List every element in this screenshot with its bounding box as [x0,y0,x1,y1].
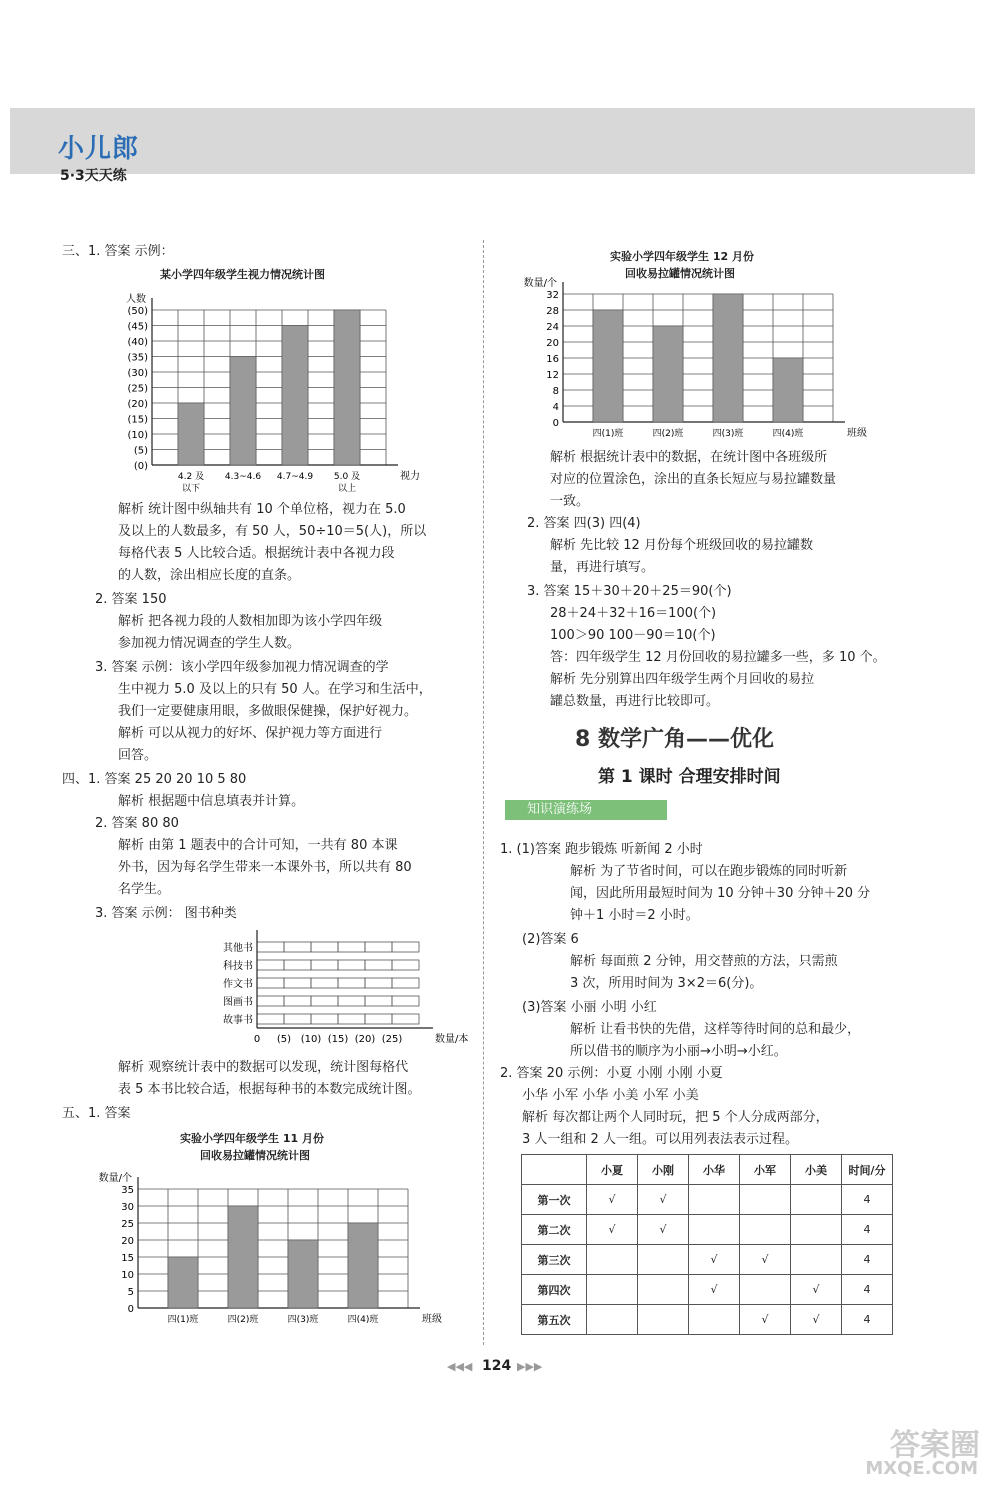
table-cell [740,1215,791,1245]
table-row [522,1275,893,1305]
x-tick: 四(4)班 [347,1315,379,1325]
grid-cell [311,996,338,1006]
l13: 四、1. 答案 25 20 20 10 5 80 [62,772,247,787]
table-cell [689,1185,740,1215]
l1: 解析 统计图中纵轴共有 10 个单位格，视力在 5.0 [118,502,406,517]
r5: 解析 先比较 12 月份每个班级回收的易拉罐数 [550,538,813,553]
y-tick: (50) [127,306,148,317]
table-cell: 4 [842,1245,893,1275]
grid-cell [338,1014,365,1024]
table-cell [689,1305,740,1335]
q6: 解析 每面煎 2 分钟，用交替煎的方法，只需煎 [570,954,838,969]
grid-cell [284,942,311,952]
column-divider [483,240,484,1345]
y-tick: 16 [546,354,559,365]
table-cell [638,1275,689,1305]
l4: 的人数，涂出相应长度的直条。 [118,568,301,583]
next-arrows-icon: ▶▶▶ [517,1360,543,1373]
x-tick: 四(2)班 [227,1315,259,1325]
x-tick: 5.0 及 [333,472,361,482]
l21: 表 5 本书比较合适，根据每种书的本数完成统计图。 [118,1082,421,1097]
grid-cell [311,1014,338,1024]
brand-logo: 小儿郎 [58,134,140,164]
x-tick-2: 以上 [337,484,357,494]
grid-cell [365,996,392,1006]
x-tick: (20) [354,1034,376,1045]
y-tick: 20 [546,338,559,349]
r1: 解析 根据统计表中的数据，在统计图中各班级所 [550,450,828,465]
chart1-vision [110,280,430,495]
table-header-cell: 小刚 [638,1155,689,1185]
grid-cell [365,942,392,952]
schedule-table [521,1154,893,1335]
y-tick: 0 [127,1304,134,1315]
y-tick: 24 [546,322,559,333]
table-header-cell [522,1155,587,1185]
y-tick: 8 [552,386,559,397]
y-tick: 20 [121,1236,134,1247]
chart3-nov [98,1160,442,1335]
x-tick: 四(3)班 [287,1315,319,1325]
r10: 答：四年级学生 12 月份回收的易拉罐多一些，多 10 个。 [550,650,886,665]
x-label: 班级 [422,1314,442,1325]
table-cell: √ [689,1245,740,1275]
y-tick: (10) [127,430,148,441]
r6: 量，再进行填写。 [550,560,655,575]
grid-cell [392,996,419,1006]
y-tick: (25) [127,383,148,395]
bar-1 [653,326,683,422]
lesson-title: 第 1 课时 合理安排时间 [598,767,781,787]
table-cell: √ [587,1215,638,1245]
y-tick: 0 [552,418,559,429]
chart3-title2: 回收易拉罐情况统计图 [200,1149,310,1162]
prev-arrows-icon: ◀◀◀ [447,1360,473,1373]
r8: 28＋24＋32＋16＝100(个) [550,606,717,621]
y-tick: (5) [133,445,148,457]
table-cell: 第二次 [522,1215,587,1245]
q2: 解析 为了节省时间，可以在跑步锻炼的同时听新 [570,864,848,879]
grid-cell [311,942,338,952]
table-cell: √ [791,1305,842,1335]
q5: (2)答案 6 [522,932,579,947]
bar-2 [288,1240,318,1308]
y-tick: 12 [546,370,559,381]
r11: 解析 先分别算出四年级学生两个月回收的易拉 [550,672,815,687]
l16: 解析 由第 1 题表中的合计可知，一共有 80 本课 [118,838,398,853]
chart3-title1: 实验小学四年级学生 11 月份 [180,1132,324,1145]
table-cell: √ [587,1185,638,1215]
page-number: 124 [482,1358,512,1374]
x-tick: 4.7~4.9 [276,472,314,482]
y-tick: 10 [121,1270,134,1281]
table-cell [791,1185,842,1215]
y-label: 人数 [126,294,146,305]
chart4-dec [523,272,875,444]
y-tick: 图画书 [223,997,253,1008]
grid-cell [392,978,419,988]
grid-cell [311,978,338,988]
grid-cell [392,942,419,952]
table-cell [638,1305,689,1335]
y-tick: 作文书 [223,979,253,990]
x-tick: (10) [300,1034,322,1045]
x-tick: 4.3~4.6 [224,472,262,482]
l17: 外书，因为每名学生带来一本课外书，所以共有 80 [118,860,412,875]
table-cell [587,1305,638,1335]
l18: 名学生。 [118,882,171,897]
y-label: 数量/个 [523,278,557,289]
table-cell: 4 [842,1185,893,1215]
q9: 解析 让看书快的先借，这样等待时间的总和最少， [570,1022,861,1037]
r9: 100＞90 100－90＝10(个) [550,628,716,643]
watermark: 答案圈 [890,1428,980,1463]
grid-cell [338,978,365,988]
grid-cell [392,1014,419,1024]
l8: 3. 答案 示例：该小学四年级参加视力情况调查的学 [95,660,389,675]
x-label: 视力 [400,471,420,482]
x-tick: (5) [276,1034,292,1045]
grid-cell [338,960,365,970]
table-cell: √ [638,1185,689,1215]
bar-1 [228,1206,258,1308]
y-tick: 其他书 [223,943,253,954]
grid-cell [365,1014,392,1024]
table-row [522,1305,893,1335]
l11: 解析 可以从视力的好坏、保护视力等方面进行 [118,726,383,741]
chart4-title1: 实验小学四年级学生 12 月份 [610,250,754,263]
y-tick: 15 [121,1253,134,1264]
chart4-title2: 回收易拉罐情况统计图 [625,267,735,280]
table-header-cell: 时间/分 [842,1155,893,1185]
grid-cell [284,960,311,970]
grid-cell [257,978,284,988]
table-cell: √ [638,1215,689,1245]
l9: 生中视力 5.0 及以上的只有 50 人。在学习和生活中， [118,682,432,697]
x-tick-2: 以下 [181,484,201,494]
practice-banner: 知识演练场 [505,800,667,820]
bar-0 [593,310,623,422]
l10: 我们一定要健康用眼，多做眼保健操，保护好视力。 [118,704,418,719]
l3: 每格代表 5 人比较合适。根据统计表中各视力段 [118,546,395,561]
q1: 1. (1)答案 跑步锻炼 听新闻 2 小时 [500,842,703,857]
l20: 解析 观察统计表中的数据可以发现，统计图每格代 [118,1060,409,1075]
q11: 2. 答案 20 示例：小夏 小刚 小刚 小夏 [500,1066,723,1081]
l22: 五、1. 答案 [62,1106,131,1121]
x-tick: 4.2 及 [177,472,205,482]
q14: 3 人一组和 2 人一组。可以用列表法表示过程。 [522,1132,798,1147]
table-header-cell: 小军 [740,1155,791,1185]
table-row [522,1215,893,1245]
table-cell [791,1215,842,1245]
x-tick: 四(4)班 [772,429,804,439]
grid-cell [284,978,311,988]
grid-cell [365,960,392,970]
l5: 2. 答案 150 [95,592,167,607]
bar-2 [282,326,308,466]
x-label: 数量/本 [435,1034,469,1045]
l15: 2. 答案 80 80 [95,816,179,831]
y-tick: 25 [121,1219,134,1230]
table-cell [587,1245,638,1275]
x-tick: (15) [327,1034,349,1045]
table-cell: 第五次 [522,1305,587,1335]
table-cell: √ [791,1275,842,1305]
x-tick: 四(1)班 [167,1315,199,1325]
grid-cell [284,996,311,1006]
q4: 钟＋1 小时＝2 小时。 [570,908,699,923]
grid-cell [257,960,284,970]
table-cell: √ [740,1305,791,1335]
table-header-cell: 小美 [791,1155,842,1185]
grid-cell [257,942,284,952]
header-band [10,108,975,174]
table-header-cell: 小夏 [587,1155,638,1185]
y-tick: (0) [133,461,148,472]
l2: 及以上的人数最多，有 50 人，50÷10＝5(人)，所以 [118,524,427,539]
y-tick: 科技书 [223,961,253,972]
grid-cell [257,1014,284,1024]
r7: 3. 答案 15＋30＋20＋25＝90(个) [527,584,732,599]
y-label: 数量/个 [98,1173,132,1184]
grid-cell [284,1014,311,1024]
x-tick: 四(2)班 [652,429,684,439]
bar-3 [773,358,803,422]
y-tick: 4 [552,402,559,413]
table-header-row [522,1155,893,1185]
table-cell: 第三次 [522,1245,587,1275]
table-row [522,1245,893,1275]
y-tick: 故事书 [223,1015,253,1026]
r3: 一致。 [550,494,590,509]
s3-head: 三、1. 答案 示例： [62,244,174,259]
section-title: 8 数学广角——优化 [575,727,774,752]
bar-0 [168,1257,198,1308]
bar-3 [334,310,360,465]
table-cell [638,1245,689,1275]
y-tick: 5 [127,1287,134,1298]
table-row [522,1185,893,1215]
table-cell [791,1245,842,1275]
y-tick: (45) [127,321,148,333]
bar-3 [348,1223,378,1308]
table-cell: 4 [842,1275,893,1305]
grid-cell [392,960,419,970]
r2: 对应的位置涂色，涂出的直条长短应与易拉罐数量 [550,472,837,487]
r4: 2. 答案 四(3) 四(4) [527,516,641,531]
r12: 罐总数量，再进行比较即可。 [550,694,720,709]
watermark-url: MXQE.COM [865,1458,978,1479]
grid-cell [257,996,284,1006]
l19: 3. 答案 示例： 图书种类 [95,906,237,921]
table-cell: √ [740,1245,791,1275]
chart2-books [195,928,469,1053]
grid-cell [365,978,392,988]
bar-1 [230,357,256,466]
table-cell: 第一次 [522,1185,587,1215]
y-tick: (30) [127,368,148,379]
table-cell [740,1275,791,1305]
x-tick: 0 [253,1034,261,1045]
grid-cell [338,942,365,952]
table-cell: 4 [842,1215,893,1245]
y-tick: 30 [121,1202,134,1213]
l6: 解析 把各视力段的人数相加即为该小学四年级 [118,614,383,629]
bar-2 [713,294,743,422]
y-tick: (40) [127,337,148,348]
x-tick: 四(3)班 [712,429,744,439]
bar-0 [178,403,204,465]
l12: 回答。 [118,748,158,763]
x-tick: 四(1)班 [592,429,624,439]
x-tick: (25) [381,1034,403,1045]
table-cell [740,1185,791,1215]
table-cell [587,1275,638,1305]
grid-cell [311,960,338,970]
y-tick: (20) [127,399,148,410]
l7: 参加视力情况调查的学生人数。 [118,636,301,651]
table-cell: √ [689,1275,740,1305]
q13: 解析 每次都让两个人同时玩，把 5 个人分成两部分， [522,1110,829,1125]
y-tick: 35 [121,1185,134,1196]
l14: 解析 根据题中信息填表并计算。 [118,794,305,809]
q12: 小华 小军 小华 小美 小军 小美 [522,1088,699,1103]
grid-cell [338,996,365,1006]
y-tick: (15) [127,414,148,426]
y-tick: (35) [127,352,148,364]
q8: (3)答案 小丽 小明 小红 [522,1000,657,1015]
q3: 闻，因此所用最短时间为 10 分钟＋30 分钟＋20 分 [570,886,871,901]
chart1-title: 某小学四年级学生视力情况统计图 [160,268,325,281]
y-tick: 32 [546,290,559,301]
brand-series: 5·3天天练 [60,168,127,184]
table-cell: 4 [842,1305,893,1335]
y-tick: 28 [546,306,559,317]
x-label: 班级 [847,428,867,439]
table-header-cell: 小华 [689,1155,740,1185]
table-cell: 第四次 [522,1275,587,1305]
q10: 所以借书的顺序为小丽→小明→小红。 [570,1044,787,1059]
q7: 3 次，所用时间为 3×2＝6(分)。 [570,976,763,991]
table-cell [689,1215,740,1245]
